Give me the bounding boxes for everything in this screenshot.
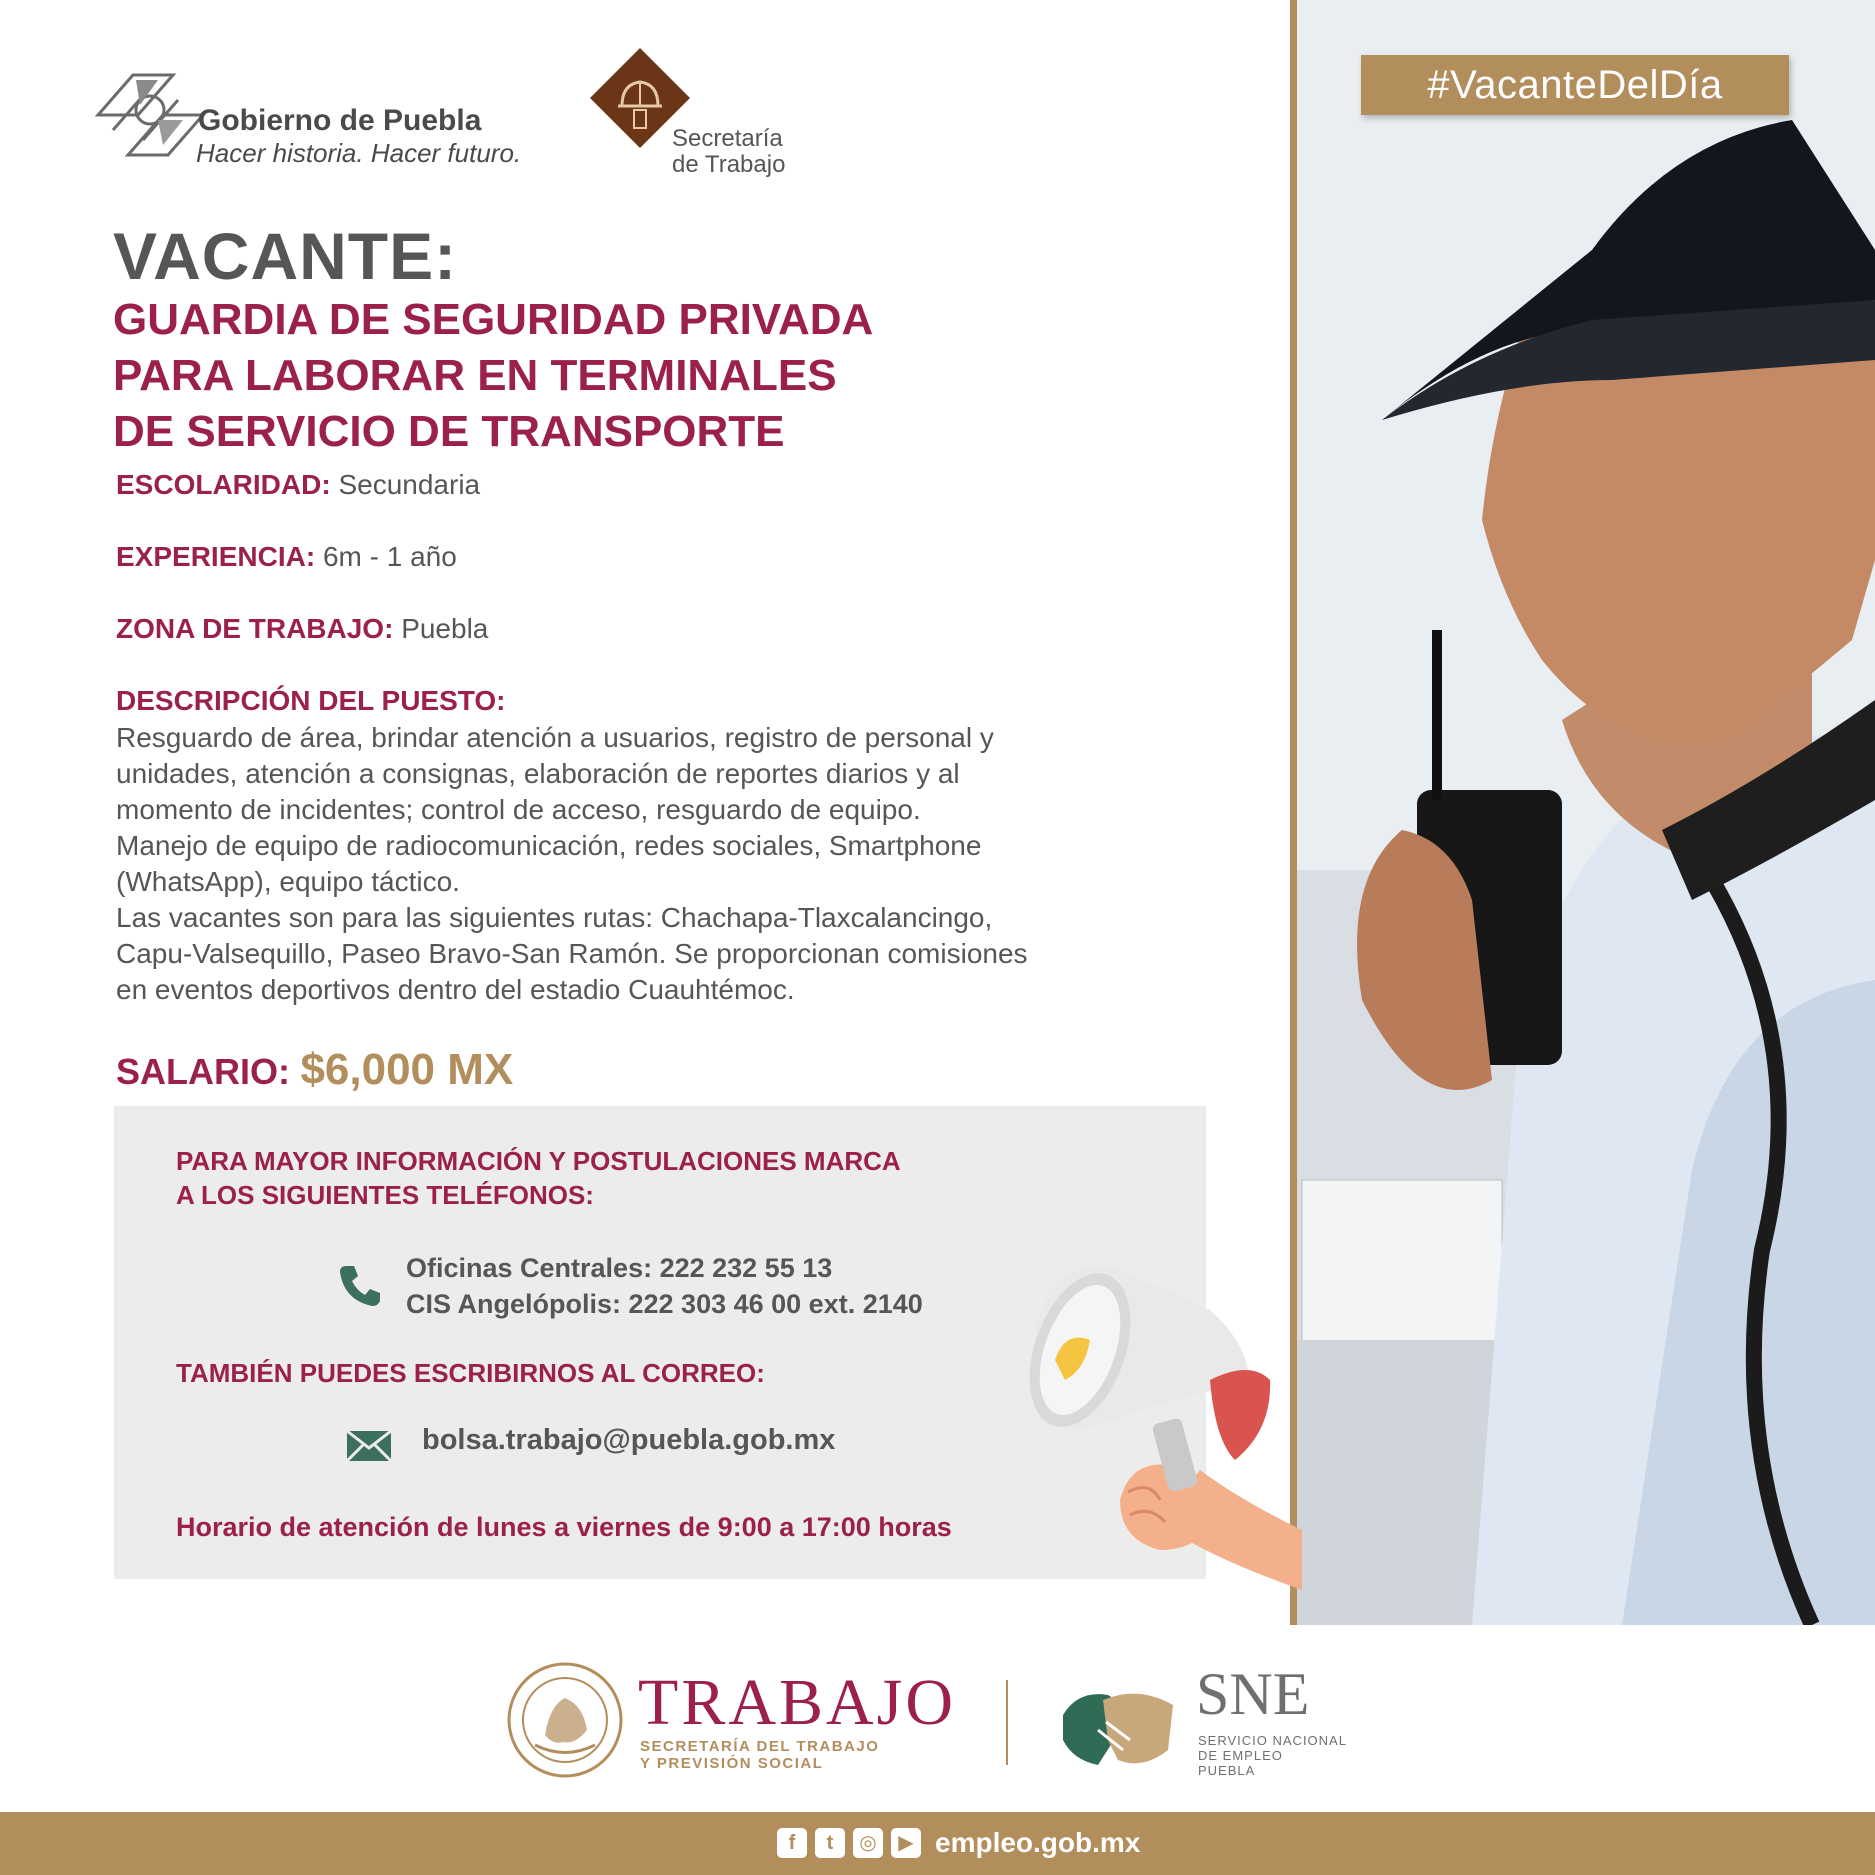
sne-logo-text: SNE — [1196, 1661, 1310, 1727]
sne-sub-line2: DE EMPLEO — [1198, 1748, 1283, 1763]
megaphone-icon — [1010, 1230, 1302, 1600]
secretaria-trabajo-logo — [590, 48, 790, 183]
experiencia-label: EXPERIENCIA: — [116, 541, 316, 572]
phone-cis-angelopolis[interactable]: CIS Angelópolis: 222 303 46 00 ext. 2140 — [406, 1289, 923, 1319]
gov-slogan: Hacer historia. Hacer futuro. — [196, 138, 522, 168]
job-title-line: PARA LABORAR EN TERMINALES — [113, 351, 837, 400]
contact-heading-line1: PARA MAYOR INFORMACIÓN Y POSTULACIONES MARCA — [176, 1146, 901, 1176]
salario-field — [116, 1045, 513, 1095]
escolaridad-field — [116, 469, 480, 501]
contact-heading — [176, 1144, 901, 1212]
office-hours: Horario de atención de lunes a viernes de 9:00 a 17:00 horas — [176, 1512, 952, 1542]
hashtag-banner: #VacanteDelDía — [1361, 55, 1789, 115]
sne-sub-line3: PUEBLA — [1198, 1763, 1256, 1778]
secretaria-line2: de Trabajo — [672, 151, 786, 178]
descripcion-text — [116, 720, 1226, 1008]
twitter-icon[interactable]: t — [815, 1828, 845, 1858]
descripcion-line: momento de incidentes; control de acceso, resguardo de equipo. — [116, 794, 921, 825]
email-link[interactable]: bolsa.trabajo@puebla.gob.mx — [422, 1424, 836, 1456]
zona-label: ZONA DE TRABAJO: — [116, 613, 394, 644]
zona-field — [116, 613, 488, 645]
job-title — [113, 292, 873, 460]
bottom-bar — [0, 1812, 1875, 1875]
sne-sub-line1: SERVICIO NACIONAL — [1198, 1733, 1347, 1748]
phone-oficinas-centrales[interactable]: Oficinas Centrales: 222 232 55 13 — [406, 1253, 833, 1283]
website-link[interactable]: empleo.gob.mx — [935, 1827, 1141, 1858]
descripcion-label: DESCRIPCIÓN DEL PUESTO: — [116, 685, 506, 716]
phone-icon — [338, 1262, 384, 1308]
footer-logos — [0, 1625, 1875, 1810]
trabajo-logo-text: TRABAJO — [638, 1666, 957, 1739]
contact-heading-line2: A LOS SIGUIENTES TELÉFONOS: — [176, 1180, 594, 1210]
experiencia-value: 6m - 1 año — [322, 541, 457, 572]
gov-name: Gobierno de Puebla — [198, 104, 482, 137]
email-heading: TAMBIÉN PUEDES ESCRIBIRNOS AL CORREO: — [176, 1358, 765, 1388]
social-links — [777, 1826, 1140, 1860]
descripcion-line: Capu-Valsequillo, Paseo Bravo-San Ramón. Se proporcionan comisiones — [116, 938, 1028, 969]
youtube-icon[interactable]: ▶ — [891, 1828, 921, 1858]
descripcion-line: Las vacantes son para las siguientes rutas: Chachapa-Tlaxcalancingo, — [116, 902, 993, 933]
descripcion-line: (WhatsApp), equipo táctico. — [116, 866, 460, 897]
zona-value: Puebla — [401, 613, 489, 644]
instagram-icon[interactable]: ◎ — [853, 1828, 883, 1858]
descripcion-line: Resguardo de área, brindar atención a usuarios, registro de personal y — [116, 722, 994, 753]
puebla-emblem-icon — [88, 60, 213, 170]
descripcion-line: unidades, atención a consignas, elaboración de reportes diarios y al — [116, 758, 960, 789]
escolaridad-value: Secundaria — [338, 469, 481, 500]
salario-label: SALARIO: — [116, 1051, 290, 1092]
footer-divider — [1006, 1680, 1008, 1765]
vacante-heading: VACANTE: — [113, 219, 458, 293]
phone-numbers — [406, 1250, 923, 1322]
escolaridad-label: ESCOLARIDAD: — [116, 469, 331, 500]
sne-subtitle — [1198, 1733, 1347, 1778]
facebook-icon[interactable]: f — [777, 1828, 807, 1858]
secretaria-line1: Secretaría — [672, 125, 783, 152]
gobierno-puebla-logo — [88, 60, 558, 170]
job-title-line: GUARDIA DE SEGURIDAD PRIVADA — [113, 295, 874, 344]
descripcion-line: Manejo de equipo de radiocomunicación, redes sociales, Smartphone — [116, 830, 982, 861]
security-guard-photo — [1292, 0, 1875, 1625]
trabajo-sub-line1: SECRETARÍA DEL TRABAJO — [640, 1738, 880, 1755]
salario-value: $6,000 MX — [300, 1045, 514, 1094]
mail-icon — [346, 1430, 392, 1462]
descripcion-line: en eventos deportivos dentro del estadio Cuauhtémoc. — [116, 974, 795, 1005]
mexico-seal-icon — [505, 1660, 625, 1780]
secretaria-trabajo-text — [672, 126, 785, 178]
experiencia-field — [116, 541, 457, 573]
trabajo-sub-line2: Y PREVISIÓN SOCIAL — [640, 1755, 824, 1772]
trabajo-subtitle — [640, 1738, 879, 1772]
job-title-line: DE SERVICIO DE TRANSPORTE — [113, 407, 785, 456]
handshake-icon — [1058, 1670, 1178, 1780]
